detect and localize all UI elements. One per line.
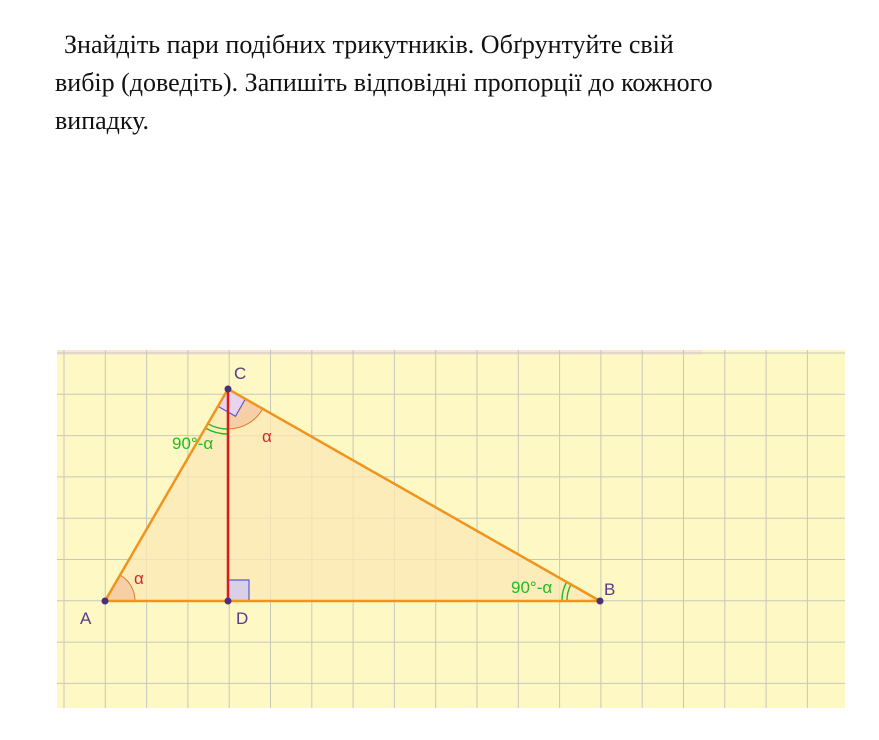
task-line-2: вибір (доведіть). Запишіть відповідні пропорції до кожного bbox=[55, 68, 713, 97]
angle-label-c-left: 90°-α bbox=[172, 434, 214, 453]
label-d: D bbox=[236, 609, 249, 628]
label-c: C bbox=[234, 364, 247, 383]
point-b bbox=[597, 598, 604, 605]
label-b: B bbox=[604, 580, 616, 599]
right-angle-d bbox=[228, 580, 249, 601]
angle-label-b: 90°-α bbox=[511, 578, 553, 597]
task-line-1: Знайдіть пари подібних трикутників. Обґрунтуйте свій bbox=[64, 30, 674, 59]
angle-label-a: α bbox=[134, 569, 144, 588]
angle-label-c-right: α bbox=[262, 427, 272, 446]
point-a bbox=[102, 598, 109, 605]
label-a: A bbox=[80, 609, 92, 628]
point-d bbox=[225, 598, 232, 605]
point-c bbox=[225, 386, 232, 393]
task-line-3: випадку. bbox=[55, 106, 150, 135]
